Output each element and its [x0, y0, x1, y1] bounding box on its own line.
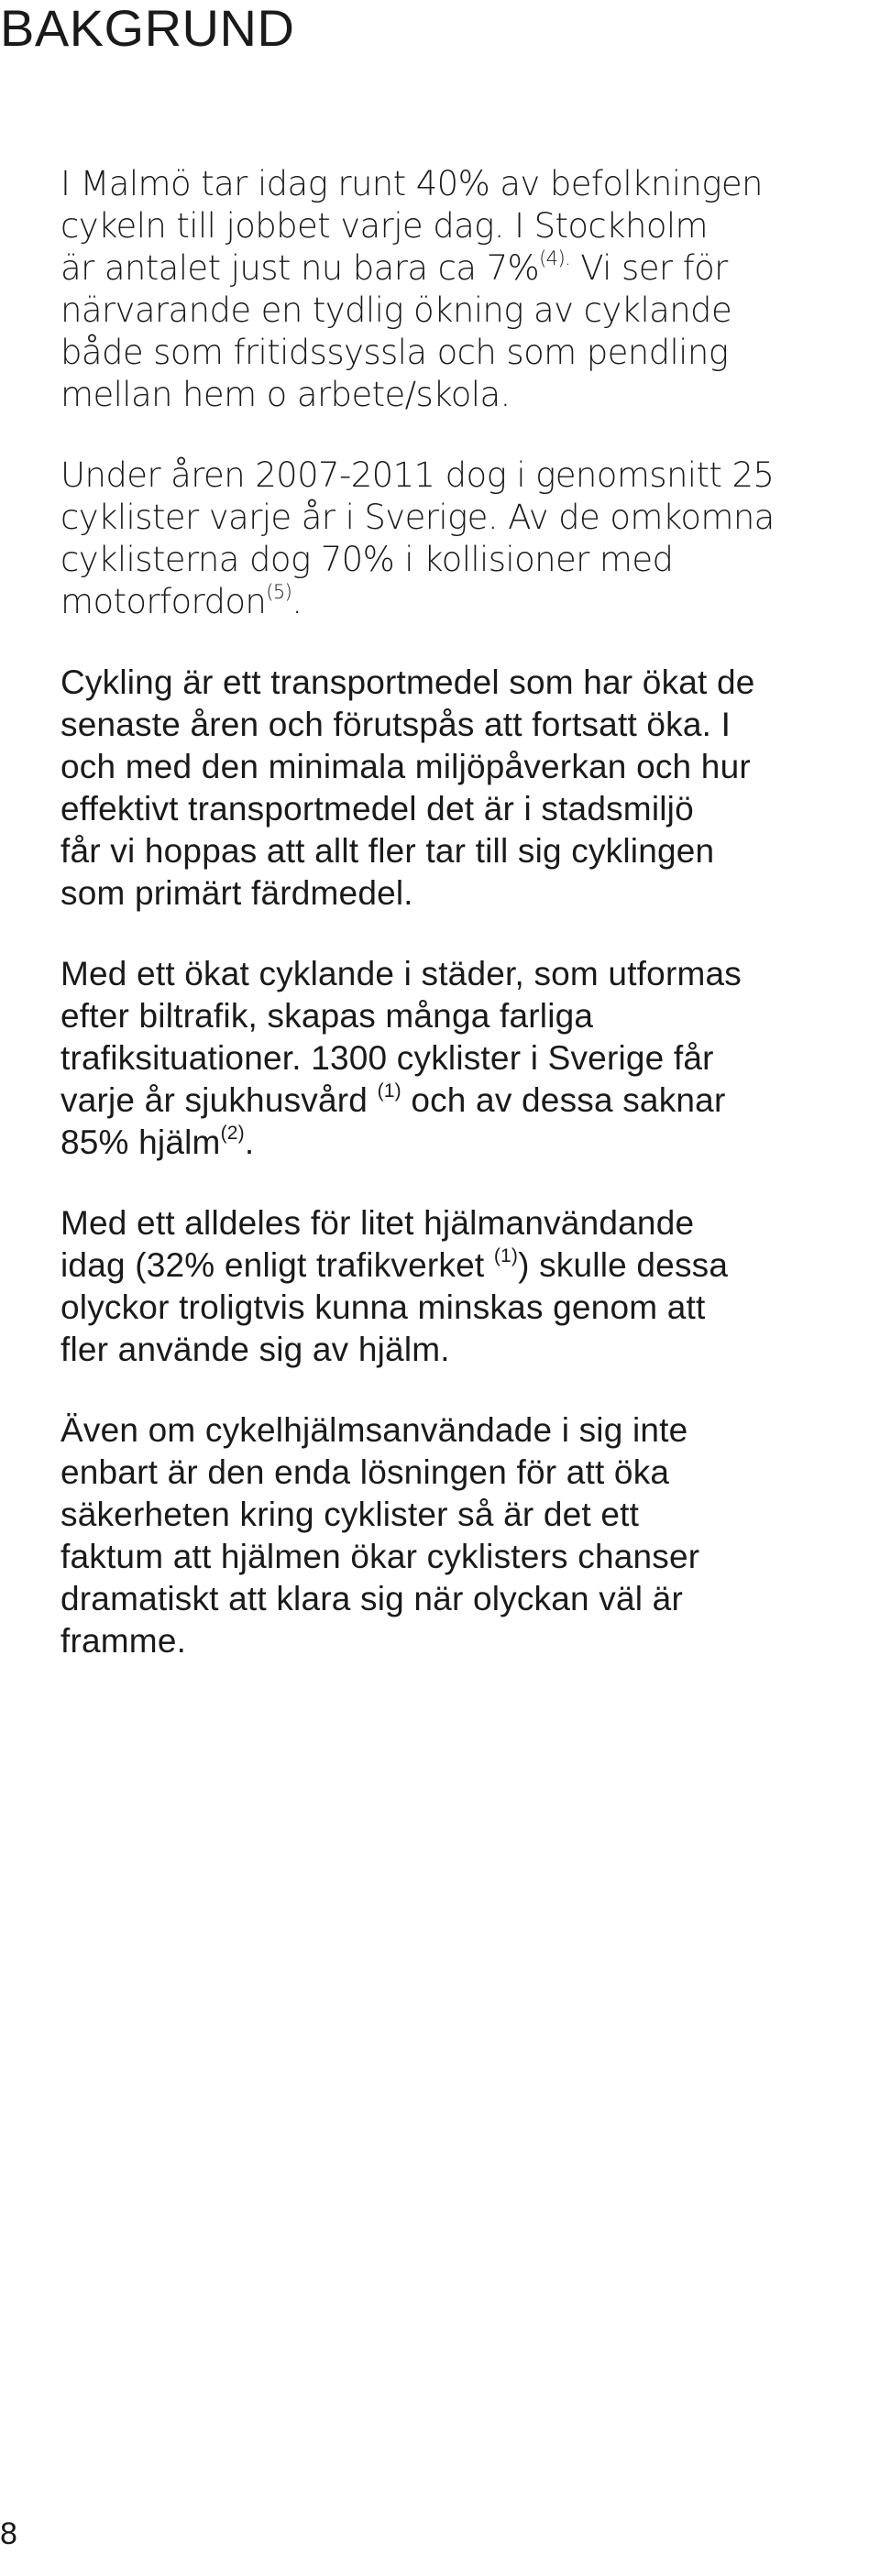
- text-line: [60, 247, 876, 290]
- paragraph-cycling-growth: [60, 662, 876, 915]
- text-line: [60, 374, 876, 416]
- reference-marker: (4).: [539, 247, 571, 269]
- text-line: [60, 1578, 876, 1620]
- text-segment: Under åren 2007-2011 dog i genomsnitt 25: [60, 455, 775, 495]
- text-line: [60, 581, 876, 623]
- text-line: [60, 1287, 876, 1329]
- text-segment: olyckor troligtvis kunna minskas genom att: [60, 1288, 706, 1326]
- text-segment: senaste åren och förutspås att fortsatt öka. I: [60, 706, 732, 743]
- text-line: [60, 497, 876, 539]
- text-segment: får vi hoppas att allt fler tar till sig cyklingen: [60, 832, 715, 870]
- text-segment: mellan hem o arbete/skola.: [60, 375, 511, 414]
- text-segment: som primärt färdmedel.: [60, 874, 413, 912]
- text-line: [60, 1452, 876, 1494]
- text-segment: både som fritidssyssla och som pendling: [60, 333, 729, 372]
- text-line: [60, 1037, 876, 1080]
- text-line: [60, 455, 876, 497]
- text-line: [60, 995, 876, 1037]
- text-line: [60, 1620, 876, 1662]
- text-segment: Vi ser för: [570, 248, 728, 288]
- text-segment: Med ett ökat cyklande i städer, som utformas: [60, 955, 742, 992]
- text-segment: cykeln till jobbet varje dag. I Stockholm: [60, 206, 708, 246]
- text-segment: närvarande en tydlig ökning av cyklande: [60, 290, 732, 330]
- text-segment: ) skulle dessa: [518, 1246, 729, 1284]
- body-text: [60, 163, 876, 1662]
- text-segment: faktum att hjälmen ökar cyklisters chanser: [60, 1538, 700, 1575]
- text-line: [60, 788, 876, 830]
- text-line: [60, 1080, 876, 1122]
- text-line: [60, 332, 876, 374]
- text-segment: effektivt transportmedel det är i stadsmiljö: [60, 790, 694, 828]
- text-segment: Med ett alldeles för litet hjälmanvändande: [60, 1204, 695, 1242]
- text-segment: I Malmö tar idag runt 40% av befolkningen: [60, 164, 763, 203]
- text-segment: Även om cykelhjälmsanvändade i sig inte: [60, 1411, 688, 1449]
- text-segment: .: [244, 1124, 255, 1161]
- reference-marker: (2): [220, 1123, 245, 1144]
- text-line: [60, 746, 876, 788]
- text-line: [60, 290, 876, 332]
- text-line: [60, 1244, 876, 1287]
- paragraph-helmet-usage: [60, 1202, 876, 1371]
- text-segment: cyklisterna dog 70% i kollisioner med: [60, 540, 674, 579]
- text-line: [60, 1536, 876, 1578]
- text-line: [60, 872, 876, 915]
- text-segment: fler använde sig av hjälm.: [60, 1331, 450, 1368]
- text-segment: Cykling är ett transportmedel som har ökat de: [60, 663, 755, 701]
- text-line: [60, 1329, 876, 1371]
- reference-marker: (1): [493, 1245, 519, 1266]
- text-segment: idag (32% enligt trafikverket: [60, 1246, 494, 1284]
- text-line: [60, 539, 876, 581]
- text-segment: säkerheten kring cyklister så är det ett: [60, 1496, 640, 1533]
- text-segment: trafiksituationer. 1300 cyklister i Sverige får: [60, 1039, 714, 1077]
- text-segment: varje år sjukhusvård: [60, 1081, 378, 1119]
- text-segment: enbart är den enda lösningen för att öka: [60, 1453, 670, 1491]
- text-segment: .: [292, 582, 302, 621]
- text-segment: dramatiskt att klara sig när olyckan väl är: [60, 1580, 683, 1617]
- paragraph-traffic-situations: [60, 953, 876, 1164]
- text-line: [60, 163, 876, 205]
- reference-marker: (5): [266, 581, 292, 603]
- text-line: [60, 704, 876, 746]
- paragraph-malmo-stockholm: [60, 163, 876, 416]
- text-line: [60, 1202, 876, 1244]
- text-line: [60, 1122, 876, 1164]
- text-segment: 85% hjälm: [60, 1124, 221, 1161]
- page-heading: BAKGRUND: [0, 0, 295, 57]
- text-segment: och av dessa saknar: [401, 1081, 726, 1119]
- text-line: [60, 830, 876, 872]
- text-line: [60, 1409, 876, 1452]
- text-line: [60, 662, 876, 704]
- page-number: 8: [0, 2516, 17, 2551]
- paragraph-fatalities: [60, 455, 876, 623]
- text-line: [60, 205, 876, 247]
- text-segment: är antalet just nu bara ca 7%: [60, 248, 540, 288]
- text-segment: cyklister varje år i Sverige. Av de omkomna: [60, 498, 775, 537]
- text-segment: och med den minimala miljöpåverkan och hur: [60, 748, 751, 785]
- text-segment: framme.: [60, 1622, 187, 1660]
- text-line: [60, 1494, 876, 1536]
- paragraph-helmet-safety: [60, 1409, 876, 1662]
- reference-marker: (1): [377, 1080, 402, 1102]
- text-line: [60, 953, 876, 995]
- text-segment: motorfordon: [60, 582, 267, 621]
- text-segment: efter biltrafik, skapas många farliga: [60, 997, 594, 1035]
